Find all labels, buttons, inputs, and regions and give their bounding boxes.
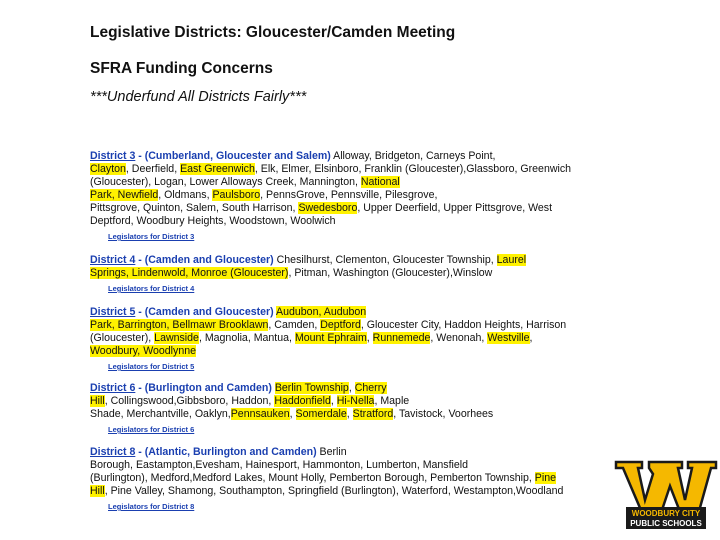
municipality-text: Berlin: [316, 446, 347, 458]
highlighted-municipality: East Greenwich: [180, 163, 255, 175]
highlighted-municipality: National: [360, 176, 400, 188]
district-text-line: [90, 215, 560, 228]
district-text-line: [90, 459, 560, 472]
district-link[interactable]: District 3: [90, 150, 136, 162]
highlighted-municipality: Lawnside: [154, 332, 199, 344]
page-subtitle: SFRA Funding Concerns: [90, 60, 273, 77]
district-text-line: [90, 150, 560, 163]
municipality-text: ,: [529, 332, 533, 344]
municipality-text: Chesilhurst, Clementon, Gloucester Township,: [273, 254, 497, 266]
municipality-text: , Magnolia, Mantua,: [198, 332, 295, 344]
municipality-text: ,: [289, 408, 296, 420]
municipality-text: Alloway, Bridgeton, Carneys Point,: [330, 150, 496, 162]
municipality-text: , PennsGrove, Pennsville, Pilesgrove,: [260, 189, 438, 201]
district-text-line: [90, 319, 567, 332]
highlighted-municipality: Hill: [90, 485, 105, 497]
logo-line1: WOODBURY CITY: [631, 509, 701, 518]
highlighted-municipality: Somerdale: [295, 408, 347, 420]
district-text-line: [90, 485, 564, 498]
district-text-line: [90, 267, 560, 280]
highlighted-municipality: Stratford: [352, 408, 394, 420]
district-text-line: [90, 345, 560, 358]
municipality-text: ,: [346, 408, 353, 420]
district-text-line: [90, 163, 572, 176]
legislators-link[interactable]: Legislators for District 3: [108, 232, 195, 241]
municipality-text: ,: [366, 332, 373, 344]
district-text-line: [90, 408, 560, 421]
district-counties: - (Camden and Gloucester): [135, 306, 274, 318]
municipality-text: , Oldmans,: [158, 189, 213, 201]
highlighted-municipality: Runnemede: [372, 332, 431, 344]
district-text-line: [90, 395, 560, 408]
municipality-text: Shade, Merchantville, Oaklyn,: [90, 408, 231, 420]
tagline: ***Underfund All Districts Fairly***: [90, 89, 307, 105]
municipality-text: , Maple: [374, 395, 410, 407]
municipality-text: , Elk, Elmer, Elsinboro, Franklin (Gloucester),Glassboro, Greenwich: [254, 163, 572, 175]
district-3-block: [90, 150, 572, 243]
municipality-text: Borough, Eastampton,Evesham, Hainesport, Hammonton, Lumberton, Mansfield: [90, 459, 469, 471]
district-8-block: [90, 446, 564, 513]
district-6-block: [90, 382, 560, 436]
legislators-link[interactable]: Legislators for District 5: [108, 362, 195, 371]
page-title: Legislative Districts: Gloucester/Camden Meeting: [90, 24, 456, 41]
highlighted-municipality: Cherry: [354, 382, 387, 394]
district-link[interactable]: District 5: [90, 306, 136, 318]
municipality-text: ,: [348, 382, 355, 394]
highlighted-municipality: Audubon, Audubon: [276, 306, 367, 318]
district-text-line: [90, 446, 560, 459]
municipality-text: , Wenonah,: [430, 332, 488, 344]
municipality-text: , Gloucester City, Haddon Heights, Harrison: [360, 319, 567, 331]
district-text-line: [90, 306, 560, 319]
highlighted-municipality: Berlin Township: [274, 382, 349, 394]
district-counties: - (Burlington and Camden): [135, 382, 272, 394]
municipality-text: (Burlington), Medford,Medford Lakes, Mount Holly, Pemberton Borough, Pemberton Township,: [90, 472, 535, 484]
municipality-text: , Collingswood,Gibbsboro, Haddon,: [104, 395, 275, 407]
woodbury-logo: [612, 460, 720, 540]
highlighted-municipality: Paulsboro: [212, 189, 261, 201]
municipality-text: , Pine Valley, Shamong, Southampton, Springfield (Burlington), Waterford, Westampton,Woodland: [104, 485, 564, 497]
district-counties: - (Atlantic, Burlington and Camden): [135, 446, 317, 458]
municipality-text: ,: [330, 395, 337, 407]
district-counties: - (Camden and Gloucester): [135, 254, 274, 266]
municipality-text: , Upper Deerfield, Upper Pittsgrove, West: [357, 202, 553, 214]
district-link[interactable]: District 8: [90, 446, 136, 458]
district-5-block: [90, 306, 567, 373]
district-text-line: [90, 202, 560, 215]
legislators-link[interactable]: Legislators for District 6: [108, 425, 195, 434]
district-counties: - (Cumberland, Gloucester and Salem): [135, 150, 331, 162]
highlighted-municipality: Deptford: [320, 319, 361, 331]
legislators-link[interactable]: Legislators for District 4: [108, 284, 195, 293]
highlighted-municipality: Woodbury, Woodlynne: [90, 345, 196, 357]
highlighted-municipality: Park, Barrington, Bellmawr Brooklawn: [90, 319, 269, 331]
municipality-text: , Deerfield,: [125, 163, 181, 175]
legislators-link[interactable]: Legislators for District 8: [108, 502, 195, 511]
highlighted-municipality: Clayton: [90, 163, 126, 175]
highlighted-municipality: Pine: [534, 472, 556, 484]
highlighted-municipality: Hill: [90, 395, 105, 407]
municipality-text: (Gloucester), Logan, Lower Alloways Creek, Mannington,: [90, 176, 361, 188]
municipality-text: , Camden,: [268, 319, 321, 331]
municipality-text: Pittsgrove, Quinton, Salem, South Harrison,: [90, 202, 299, 214]
highlighted-municipality: Westville: [487, 332, 530, 344]
highlighted-municipality: Haddonfield: [274, 395, 331, 407]
highlighted-municipality: Mount Ephraim: [294, 332, 367, 344]
municipality-text: , Tavistock, Voorhees: [393, 408, 494, 420]
municipality-text: , Pitman, Washington (Gloucester),Winslow: [288, 267, 493, 279]
district-link[interactable]: District 6: [90, 382, 136, 394]
highlighted-municipality: Swedesboro: [298, 202, 358, 214]
municipality-text: (Gloucester),: [90, 332, 155, 344]
district-text-line: [90, 332, 560, 345]
district-4-block: [90, 254, 560, 295]
highlighted-municipality: Hi-Nella: [336, 395, 375, 407]
district-text-line: [90, 189, 560, 202]
logo-line2: PUBLIC SCHOOLS: [630, 519, 702, 528]
highlighted-municipality: Springs, Lindenwold, Monroe (Gloucester): [90, 267, 289, 279]
district-text-line: [90, 254, 560, 267]
highlighted-municipality: Pennsauken: [230, 408, 290, 420]
district-link[interactable]: District 4: [90, 254, 136, 266]
district-text-line: [90, 472, 560, 485]
highlighted-municipality: Park, Newfield: [90, 189, 159, 201]
highlighted-municipality: Laurel: [496, 254, 527, 266]
municipality-text: Deptford, Woodbury Heights, Woodstown, Woolwich: [90, 215, 336, 227]
district-text-line: [90, 176, 560, 189]
district-text-line: [90, 382, 560, 395]
